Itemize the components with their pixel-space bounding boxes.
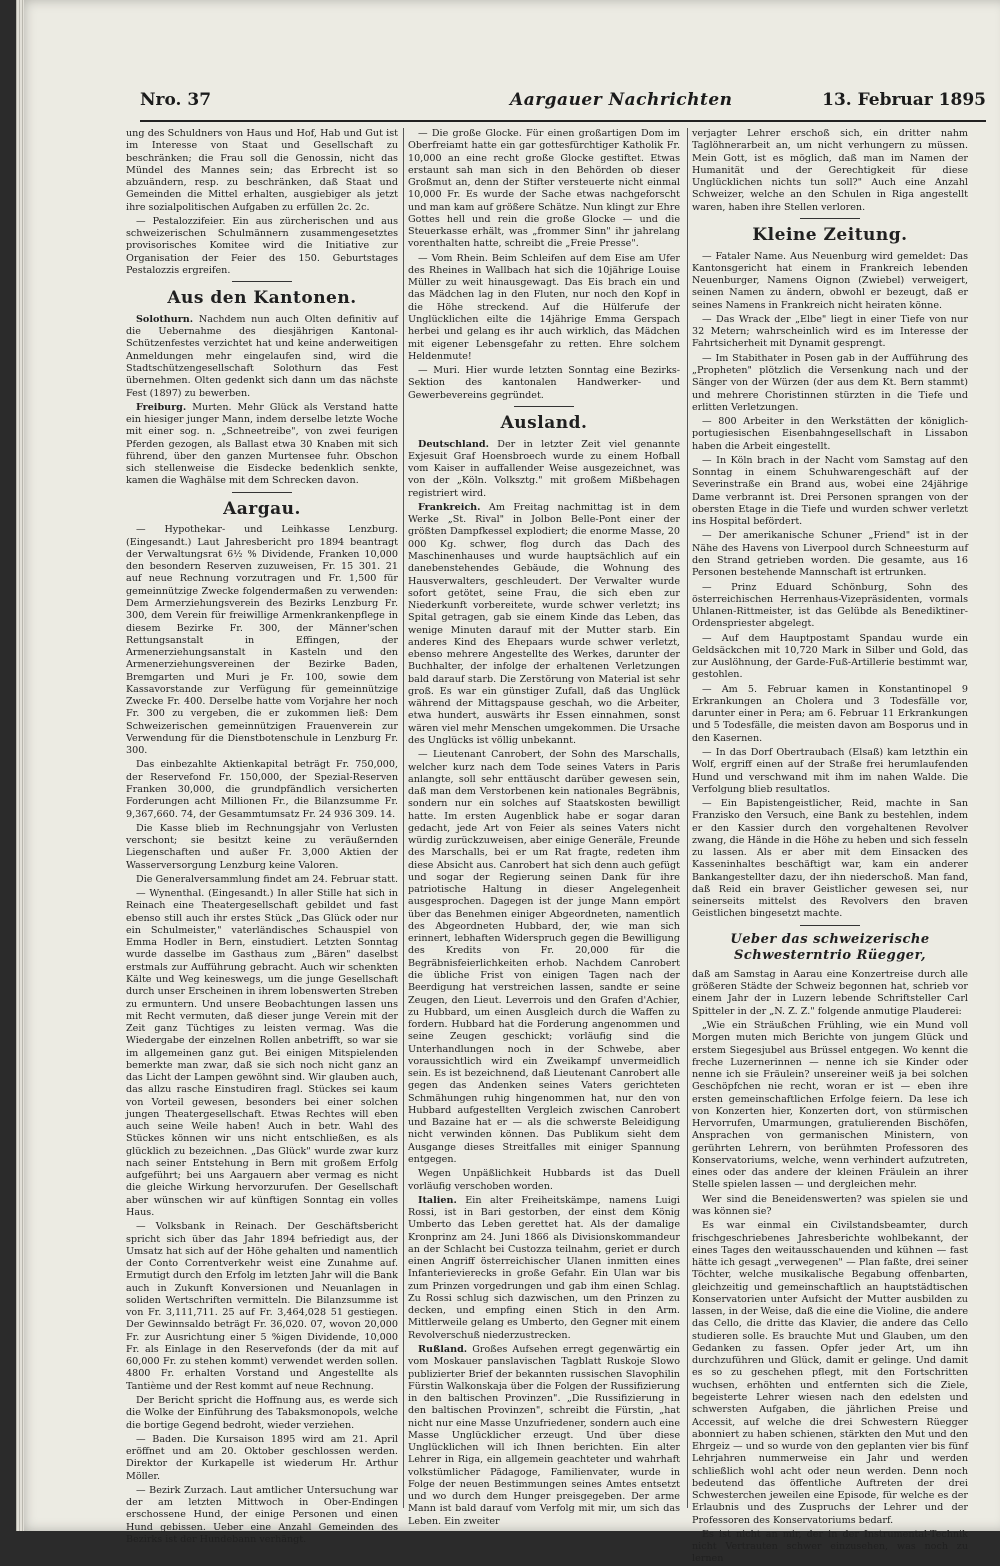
article-paragraph: Rußland. Großes Aufsehen erregt gegenwärtig ein vom Moskauer panslavischen Tagblatt Ruskoje Slowo publizierter Brief der bekannten russischen Slavophilin Fürstin Walkonskaja über die Folgen der Russifizierung in den baltischen Provinzen". „Die Russifizierung in den baltischen Provinzen", schreibt die Fürstin, „hat nicht nur eine Masse Unzufriedener, sondern auch eine Masse Unglücklicher erzeugt. Und über diese Unglücklichen will ich Ihnen berichten. Ein alter Lehrer in Riga, ein allgemein geachteter und wahrhaft volkstümlicher Pädagoge, Familienvater, wurde in Folge der neuen Bestimmungen seines Amtes entsetzt und wo durch dem Hunger preisgegeben. Der arme Mann ist bald darauf vom Verfolg mit mir, um sich das Leben. Ein zweiter (408, 1343, 680, 1527)
article-paragraph: „Wie ein Sträußchen Frühling, wie ein Mund voll Morgen muten mich Berichte von jungem Glück und erstem Siegesjubel aus Brüssel entgegen. Wo kennt die freche Luzernerinnen — nenne ich sie Kinder oder nenne ich sie Fräulein? unsereiner weiß ja bei solchen Geschöpfchen nie recht, woran er ist — eben ihre ersten gemeinschaftlichen Erfolge feiern. Da lese ich von Konzerten hier, Konzerten dort, von stürmischen Hervorrufen, Umarmungen, gratulierenden Bischöfen, Ansprachen von germanischen Ministern, von gerührten Lehrern, von berühmten Professoren des Konservatoriums, welche, wenn verhindert aufzutreten, eines oder das andere der kleinen Fräulein an ihrer Stelle spielen lassen — und dergleichen mehr. (692, 1020, 968, 1191)
article-paragraph: Der Bericht spricht die Hoffnung aus, es werde sich die Wolke der Einführung des Tabaksmonopols, welche die bortige Gegend bedroht, wieder verziehen. (126, 1395, 398, 1431)
article-paragraph: — Das Wrack der „Elbe" liegt in einer Tiefe von nur 32 Metern; wahrscheinlich wird es im Interesse der Fahrtsicherheit mit Dynamit gesprengt. (692, 313, 968, 350)
article-paragraph: Freiburg. Murten. Mehr Glück als Verstand hatte ein hiesiger junger Mann, indem derselbe letzte Woche mit einer sog. n. „Schneetreibe", von zwei feurigen Pferden gezogen, als Ballast etwa 30 Knaben mit sich führend, über den ganzen Murtensee fuhr. Obschon sich stellenweise die Eisdecke bedenklich senkte, kamen die Waghälse mit dem Schrecken davon. (126, 401, 398, 487)
article-paragraph: — Der amerikanische Schuner „Friend" ist in der Nähe des Havens von Liverpool durch Schneesturm auf den Strand getrieben worden. Die gesamte, aus 16 Personen bestehende Mannschaft ist ertrunken. (692, 530, 968, 579)
article-paragraph: — Wynenthal. (Eingesandt.) In aller Stille hat sich in Reinach eine Theatergesellschaft gebildet und fast ebenso still auch ihr erstes Stück „Das Glück oder nur ein Schulmeister," vaterländisches Schauspiel von Emma Hodler in Bern, einstudiert. Letzten Sonntag wurde dasselbe im Gasthaus zum „Bären" daselbst erstmals zur Aufführung gebracht. Auch wir schenkten Kälte und Weg keineswegs, um die junge Gesellschaft durch unser Erscheinen in ihrem lobenswerten Streben zu ermuntern. Und unsere Beobachtungen lassen uns mit Recht vermuten, daß dieser junge Verein mit der Zeit ganz Tüchtiges zu leisten vermag. Was die Wiedergabe der einzelnen Rollen anbetrifft, so war sie im allgemeinen ganz gut. Bei einigen Mitspielenden bemerkte man zwar, daß sie sich noch nicht ganz an das Licht der Lampen gewöhnt sind. Wir glauben auch, das allzu rasche Einstudiren fragl. Stückes sei kaum von Vorteil gewesen, besonders bei einer solchen jungen Theatergesellschaft. Etwas Rechtes will eben auch seine Weile haben! Auch in betr. Wahl des Stückes können wir uns nicht entschließen, es als glücklich zu bezeichnen. „Das Glück" wurde zwar kurz nach seiner Entstehung in Bern mit großem Erfolg aufgeführt; bei uns Aargauern aber vermag es nicht die gleiche Wirkung hervorzurufen. Der Gesellschaft aber wünschen wir auf künftigen Sonntag ein volles Haus. (126, 888, 398, 1219)
article-paragraph: — Vom Rhein. Beim Schleifen auf dem Eise am Ufer des Rheines in Wallbach hat sich die 10jährige Louise Müller zu weit hinausgewagt. Das Eis brach ein und das Mädchen lag in den Fluten, nur noch den Kopf in die Höhe streckend. Auf die Hülferufe der Unglücklichen eilte die 14jährige Emma Gerspach herbei und gelang es ihr auch wirklich, das Mädchen mit eigener Lebensgefahr zu retten. Ehre solchem Heldenmute! (408, 252, 680, 362)
article-paragraph: — Im Stabithater in Posen gab in der Aufführung des „Propheten" plötzlich die Versenkung nach und der Sänger von der Würzen (der aus dem Kt. Bern stammt) und mehrere Choristinnen stürzten in die Tiefe und erlitten Verletzungen. (692, 352, 968, 413)
article-paragraph: — Am 5. Februar kamen in Konstantinopel 9 Erkrankungen an Cholera und 3 Todesfälle vor, darunter einer in Pera; am 6. Februar 11 Erkrankungen und 5 Todesfälle, die meisten davon am Bosporus und in den Kasernen. (692, 683, 968, 744)
article-paragraph: Das einbezahlte Aktienkapital beträgt Fr. 750,000, der Reservefond Fr. 150,000, der Spezial-Reserven Franken 30,000, die grundpfändlich versicherten Forderungen acht Millionen Fr., die Bilanzsumme Fr. 9,367,660. 74, der Gesammtumsatz Fr. 24 936 309. 14. (126, 759, 398, 820)
section-heading: Ausland. (500, 412, 588, 433)
stacked-page-edges (16, 0, 24, 1531)
section-heading: Kleine Zeitung. (752, 224, 908, 245)
article-paragraph: — Lieutenant Canrobert, der Sohn des Marschalls, welcher kurz nach dem Tode seines Vaters in Paris anlangte, soll sehr enttäuscht darüber gewesen sein, daß man dem Verstorbenen kein nationales Begräbnis, sondern nur ein solches auf Staatskosten bewilligt hatte. Im ersten Augenblick habe er sogar daran gedacht, jede Art von Feier als seines Vaters nicht würdig zurückzuweisen, aber einige Generäle, Freunde des Marschalls, bei er um Rat fragte, redeten ihm diese Absicht aus. Canrobert hat sich denn auch gefügt und sogar der Regierung seinen Dank für ihre patriotische Haltung in dieser Angelegenheit ausgesprochen. Dagegen ist der junge Mann empört über das Benehmen einiger Abgeordneten, namentlich des Abgeordneten Hubbard, der, wie man sich erinnert, lebhaften Widerspruch gegen die Bewilligung des Kredits von Fr. 20,000 für die Begräbnisfeierlichkeiten erhob. Nachdem Canrobert die übliche Frist von einigen Tagen nach der Beerdigung hat verstreichen lassen, sandte er seine Zeugen, den Lieut. Leverrois und den Grafen d'Achier, zu Hubbard, um einen Ausgleich durch die Waffen zu fordern. Hubbard hat die Forderung angenommen und seine Zeugen geschickt; vorläufig sind die Unterhandlungen noch in der Schwebe, aber voraussichtlich wird ein Zweikampf unvermeidlich sein. Es ist bezeichnend, daß Lieutenant Canrobert alle gegen das Andenken seines Vaters gerichteten Schmähungen ruhig hingenommen hat, nur den von Hubbard aufgestellten Vergleich zwischen Canrobert und Bazaine hat er — als die schwerste Beleidigung nicht verwinden können. Das Publikum sieht dem Ausgange dieses Streitfalles mit einiger Spannung entgegen. (408, 749, 680, 1165)
section-heading: Ueber das schweizerische Schwesterntrio Rüegger, (730, 931, 930, 964)
place-label: Solothurn. (136, 313, 194, 325)
article-paragraph: Es war einmal ein Civilstandsbeamter, durch frischgeschriebenes Jahresberichte wohlbekannt, der eines Tages den weitausschauenden und kühnen — fast hätte ich gesagt „verwegenen" — Plan faßte, drei seiner Töchter, welche musikalische Begabung offenbarten, gleichzeitig und gemeinschaftlich an hauptstädtischen Konservatorien unter Aufsicht der Mutter ausbilden zu lassen, in der Weise, daß die eine die Violine, die andere das Cello, die dritte das Klavier, die andere das Cello studieren solle. Es brauchte Mut und Glauben, um den Gedanken zu fassen. Opfer jeder Art, um ihn durchzuführen und Glück, damit er gelinge. Und damit es so zu geschehen pflegt, mit den Fortschritten wuchsen, erhöhten und entfernten sich die Ziele, begeisterte Lehrer wiesen nach den edelsten und schwersten Aufgaben, die jährlichen Preise und Accessit, auf welche die drei Schwestern Rüegger abonniert zu haben schienen, stärkten den Mut und den Ehrgeiz — und so wurde von den geplanten vier bis fünf Lehrjahren nummerweise ein Jahr und werden schließlich wohl acht oder neun werden. Denn noch bedeutend das öffentliche Auftreten der drei Schwesterchen jeweilen eine Episode, für welche es der Erlaubnis und des Zuspruchs der Lehrer und der Professoren des Konservatoriums bedarf. (692, 1220, 968, 1526)
article-paragraph: Wer sind die Beneidenswerten? was spielen sie und was können sie? (692, 1193, 968, 1217)
article-paragraph: — Fataler Name. Aus Neuenburg wird gemeldet: Das Kantonsgericht hat einem in Frankreich lebenden Neuenburger, Namens Oignon (Zwiebel) verweigert, seinen Namen zu ändern, obwohl er bezeugt, daß er seines Namens in Frankreich nicht heiraten könne. (692, 250, 968, 311)
article-paragraph: — Pestalozzifeier. Ein aus zürcherischen und aus schweizerischen Schulmännern zusammengesetztes provisorisches Komitee wird die Initiative zur Organisation der Feier des 150. Geburtstages Pestalozzis ergreifen. (126, 215, 398, 276)
article-paragraph: — Prinz Eduard Schönburg, Sohn des österreichischen Herrenhaus-Vizepräsidenten, vormals Uhlanen-Rittmeister, ist das Gelübde als Benediktiner-Ordenspriester abgelegt. (692, 581, 968, 630)
column-rule (687, 128, 688, 1508)
article-paragraph: ung des Schuldners von Haus und Hof, Hab und Gut ist im Interesse von Staat und Gesellschaft zu beschränken; die Frau soll die Genossin, nicht das Mündel des Mannes sein; das Erbrecht ist so abzuändern, resp. zu beschränken, daß Staat und Gemeinden die Mittel erhalten, ausgiebiger als jetzt ihre sozialpolitischen Aufgaben zu erfüllen 2c. 2c. (126, 128, 398, 213)
column-2 (408, 128, 680, 1527)
issue-date: 13. Februar 1895 (822, 90, 986, 110)
column-1 (126, 128, 399, 1545)
section-heading: Aus den Kantonen. (167, 288, 357, 309)
country-label: Rußland. (418, 1343, 468, 1355)
article-paragraph: Frankreich. Am Freitag nachmittag ist in dem Werke „St. Rival" in Jolbon Belle-Pont einer der größten Dampfkessel explodiert; die enorme Masse, 20 000 Kg. schwer, flog durch das Dach des Maschinenhauses und wurde hauptsächlich auf ein danebenstehendes Gebäude, die Wohnung des Hausverwalters, geschleudert. Der Verwalter wurde sofort getötet, seine Frau, die sich eben zur Niederkunft vorbereitete, wurde schwer verletzt; ins Spital getragen, gab sie einem Kinde das Leben, das wenige Minuten darauf mit der Mutter starb. Ein anderes Kind des Ehepaars wurde schwer verletzt, ebenso mehrere Angestellte des Werkes, darunter der Buchhalter, der infolge der erhaltenen Verletzungen bald darauf starb. Die Zerstörung von Material ist sehr groß. Es war ein günstiger Zufall, daß das Unglück während der Mittagspause geschah, wo die Arbeiter, etwa hundert, auswärts ihr Essen einnahmen, sonst wären viel mehr Menschen umgekommen. Die Ursache des Unglücks ist völlig unbekannt. (408, 501, 680, 746)
article-paragraph: daß am Samstag in Aarau eine Konzertreise durch alle größeren Städte der Schweiz begonnen hat, schrieb vor einem Jahr der in Luzern lebende Schriftsteller Carl Spitteler in der „N. Z. Z." folgende anmutige Plauderei: (692, 968, 968, 1017)
column-rule (403, 128, 404, 1508)
newspaper-title: Aargauer Nachrichten (510, 90, 733, 110)
article-paragraph: — Ein Bapistengeistlicher, Reid, machte in San Franzisko den Versuch, eine Bank zu bestehlen, indem er den Kassier durch den vorgehaltenen Revolver zwang, die Hände in die Höhe zu heben und sich fesseln zu lassen. Als er aber mit dem Einsacken des Kasseninhaltes beschäftigt war, kam ein anderer Bankangestellter dazu, der ihn niederschoß. Man fand, daß Reid ein braver Geistlicher gewesen sei, nur seinerseits mittelst des Revolvers den braven Geistlichen bingesetzt machte. (692, 798, 968, 920)
article-paragraph: — Die große Glocke. Für einen großartigen Dom im Oberfreiamt hatte ein gar gottesfürchtiger Katholik Fr. 10,000 an eine recht große Glocke gestiftet. Etwas erstaunt sah man sich in den Behörden ob dieser Großmut an, denn der Stifter versteuerte nicht einmal 10,000 Fr. Es wurde der Sache etwas nachgeforscht und man kam auf größere Schätze. Nun klingt zur Ehre Gottes hell und rein die große Glocke — und die Steuerkasse erhält, was „frommer Sinn" ihr jahrelang vorenthalten hatte, schreibt die „Freie Presse". (408, 128, 680, 250)
column-3 (692, 128, 968, 1565)
article-paragraph: Solothurn. Nachdem nun auch Olten definitiv auf die Uebernahme des diesjährigen Kantonal-Schützenfestes verzichtet hat und keine anderweitigen Anmeldungen mehr eingelaufen sind, wird die Stadtschützengesellschaft Solothurn das Fest übernehmen. Olten gedenkt sich dann um das nächste Fest (1897) zu bewerben. (126, 313, 398, 399)
article-paragraph: — Bezirk Zurzach. Laut amtlicher Untersuchung war der am letzten Mittwoch in Ober-Endingen erschossene Hund, der einige Personen und einen Hund gebissen. Ueber eine Anzahl Gemeinden des Bezirks ist der Hundebann verhängt. (126, 1484, 398, 1545)
country-label: Frankreich. (418, 501, 481, 513)
article-paragraph: — Muri. Hier wurde letzten Sonntag eine Bezirks-Sektion des kantonalen Handwerker- und Gewerbevereins gegründet. (408, 365, 680, 401)
article-paragraph: verjagter Lehrer erschoß sich, ein dritter nahm Taglöhnerarbeit an, um nicht verhungern zu müssen. Mein Gott, ist es möglich, daß man im Namen der Humanität und der Gerechtigkeit für diese Unglücklichen nichts tun soll?" Auch eine Anzahl Schweizer, welche an den Schulen in Riga angestellt waren, haben ihre Stellen verloren. (692, 128, 968, 213)
article-paragraph: Die Kasse blieb im Rechnungsjahr von Verlusten verschont; sie besitzt keine zu veräußernden Liegenschaften und außer Fr. 3,000 Aktien der Wasserversorgung Lenzburg keine Valoren. (126, 822, 398, 871)
divider (232, 492, 292, 493)
article-paragraph: — Hypothekar- und Leihkasse Lenzburg. (Eingesandt.) Laut Jahresbericht pro 1894 beantragt der Verwaltungsrat 6½ % Dividende, Franken 10,000 den besondern Reserven zuzuweisen, Fr. 15 301. 21 auf neue Rechnung vorzutragen und Fr. 1,500 für gemeinnützige Zwecke folgendermaßen zu verwenden: Dem Armerziehungsverein des Bezirks Lenzburg Fr. 300, dem Verein für freiwillige Armenkrankenpflege in diesem Bezirke Fr. 300, der Männer'schen Rettungsanstalt in Effingen, der Armenerziehungsanstalt in Kasteln und den Armenerziehungsvereinen der Bezirke Baden, Bremgarten und Muri je Fr. 100, sowie dem Kassavorstande zur Verfügung für gemeinnützige Zwecke Fr. 400. Derselbe hatte vom Vorjahre her noch Fr. 300 zu vergeben, die er zukommen ließ: Dem Schweizerischen gemeinnützigen Frauenverein zur Verwendung für die Dienstbotenschule in Lenzburg Fr. 300. (126, 524, 398, 757)
country-label: Italien. (418, 1194, 457, 1206)
article-paragraph: — Volksbank in Reinach. Der Geschäftsbericht spricht sich über das Jahr 1894 befriedigt aus, der Umsatz hat sich auf der Höhe gehalten und namentlich der Conto Correntverkehr weist eine Zunahme auf. Ermutigt durch den Erfolg im letzten Jahr will die Bank auch in Zukunft Konversionen und Neuanlagen in soliden Wertschriften vermitteln. Die Bilanzsumme ist von Fr. 3,111,711. 25 auf Fr. 3,464,028 51 gestiegen. Der Gewinnsaldo beträgt Fr. 36,020. 07, wovon 20,000 Fr. zur Ausrichtung einer 5 %igen Dividende, 10,000 Fr. als Einlage in den Reservefonds (der da mit auf 60,000 Fr. zu stehen kommt) verwendet werden sollen. 4800 Fr. erhalten Vorstand und Angestellte als Tantième und der Rest kommt auf neue Rechnung. (126, 1221, 398, 1392)
issue-number: Nro. 37 (140, 90, 212, 110)
place-label: Freiburg. (136, 401, 187, 413)
divider (514, 406, 574, 407)
country-label: Deutschland. (418, 438, 489, 450)
article-paragraph: — In Köln brach in der Nacht vom Samstag auf den Sonntag in einem Schuhwarengeschäft auf der Severinstraße ein Brand aus, wobei eine 24jährige Dame verbrannt ist. Drei Personen sprangen von der obersten Etage in die Tiefe und wurden schwer verletzt ins Hospital befördert. (692, 454, 968, 528)
article-paragraph: — Auf dem Hauptpostamt Spandau wurde ein Geldsäckchen mit 10,720 Mark in Silber und Gold, das zur Auslöhnung, der Garde-Fuß-Artillerie bestimmt war, gestohlen. (692, 632, 968, 681)
article-paragraph: — In das Dorf Obertraubach (Elsaß) kam letzthin ein Wolf, ergriff einen auf der Straße frei herumlaufenden Hund und verschwand mit ihm im nahen Walde. Die Verfolgung blieb resultatlos. (692, 746, 968, 795)
divider (800, 925, 860, 926)
masthead (140, 86, 986, 122)
article-paragraph: Die Generalversammlung findet am 24. Februar statt. (136, 873, 399, 885)
divider (800, 218, 860, 219)
divider (232, 281, 292, 282)
article-paragraph: — 800 Arbeiter in den Werkstätten der königlich-portugiesischen Eisenbahngesellschaft in Lissabon haben die Arbeit eingestellt. (692, 416, 968, 452)
article-paragraph: — Baden. Die Kursaison 1895 wird am 21. April eröffnet und am 20. Oktober geschlossen werden. Direktor der Kurkapelle ist wiederum Hr. Arthur Möller. (126, 1433, 398, 1482)
section-heading: Aargau. (223, 498, 301, 519)
article-paragraph: Es ist nicht an mir, der in der Instrumental-Technik nicht Vertrauten schwer einzusehen, was noch zu lernen (692, 1528, 968, 1565)
article-paragraph: Deutschland. Der in letzter Zeit viel genannte Exjesuit Graf Hoensbroech wurde zu einem Hofball vom Kaiser in auffallender Weise ausgezeichnet, was von der „Köln. Volksztg." mit großem Mißbehagen registriert wird. (408, 438, 680, 499)
article-paragraph: Italien. Ein alter Freiheitskämpe, namens Luigi Rossi, ist in Bari gestorben, der einst dem König Umberto das Leben gerettet hat. Als der damalige Kronprinz am 24. Juni 1866 als Divisionskommandeur an der Schlacht bei Custozza teilnahm, geriet er durch einen Angriff österreichischer Ulanen inmitten eines Infanterievierecks in große Gefahr. Ein Ulan war bis zum Prinzen vorgedrungen und gab ihm einen Schlag. Zu Rossi schlug sich dazwischen, um den Prinzen zu decken, und empfing einen Stich in den Arm. Mittlerweile gelang es Umberto, den Gegner mit einem Revolverschuß niederzustrecken. (408, 1194, 680, 1341)
article-paragraph: Wegen Unpäßlichkeit Hubbards ist das Duell vorläufig verschoben worden. (408, 1168, 680, 1192)
